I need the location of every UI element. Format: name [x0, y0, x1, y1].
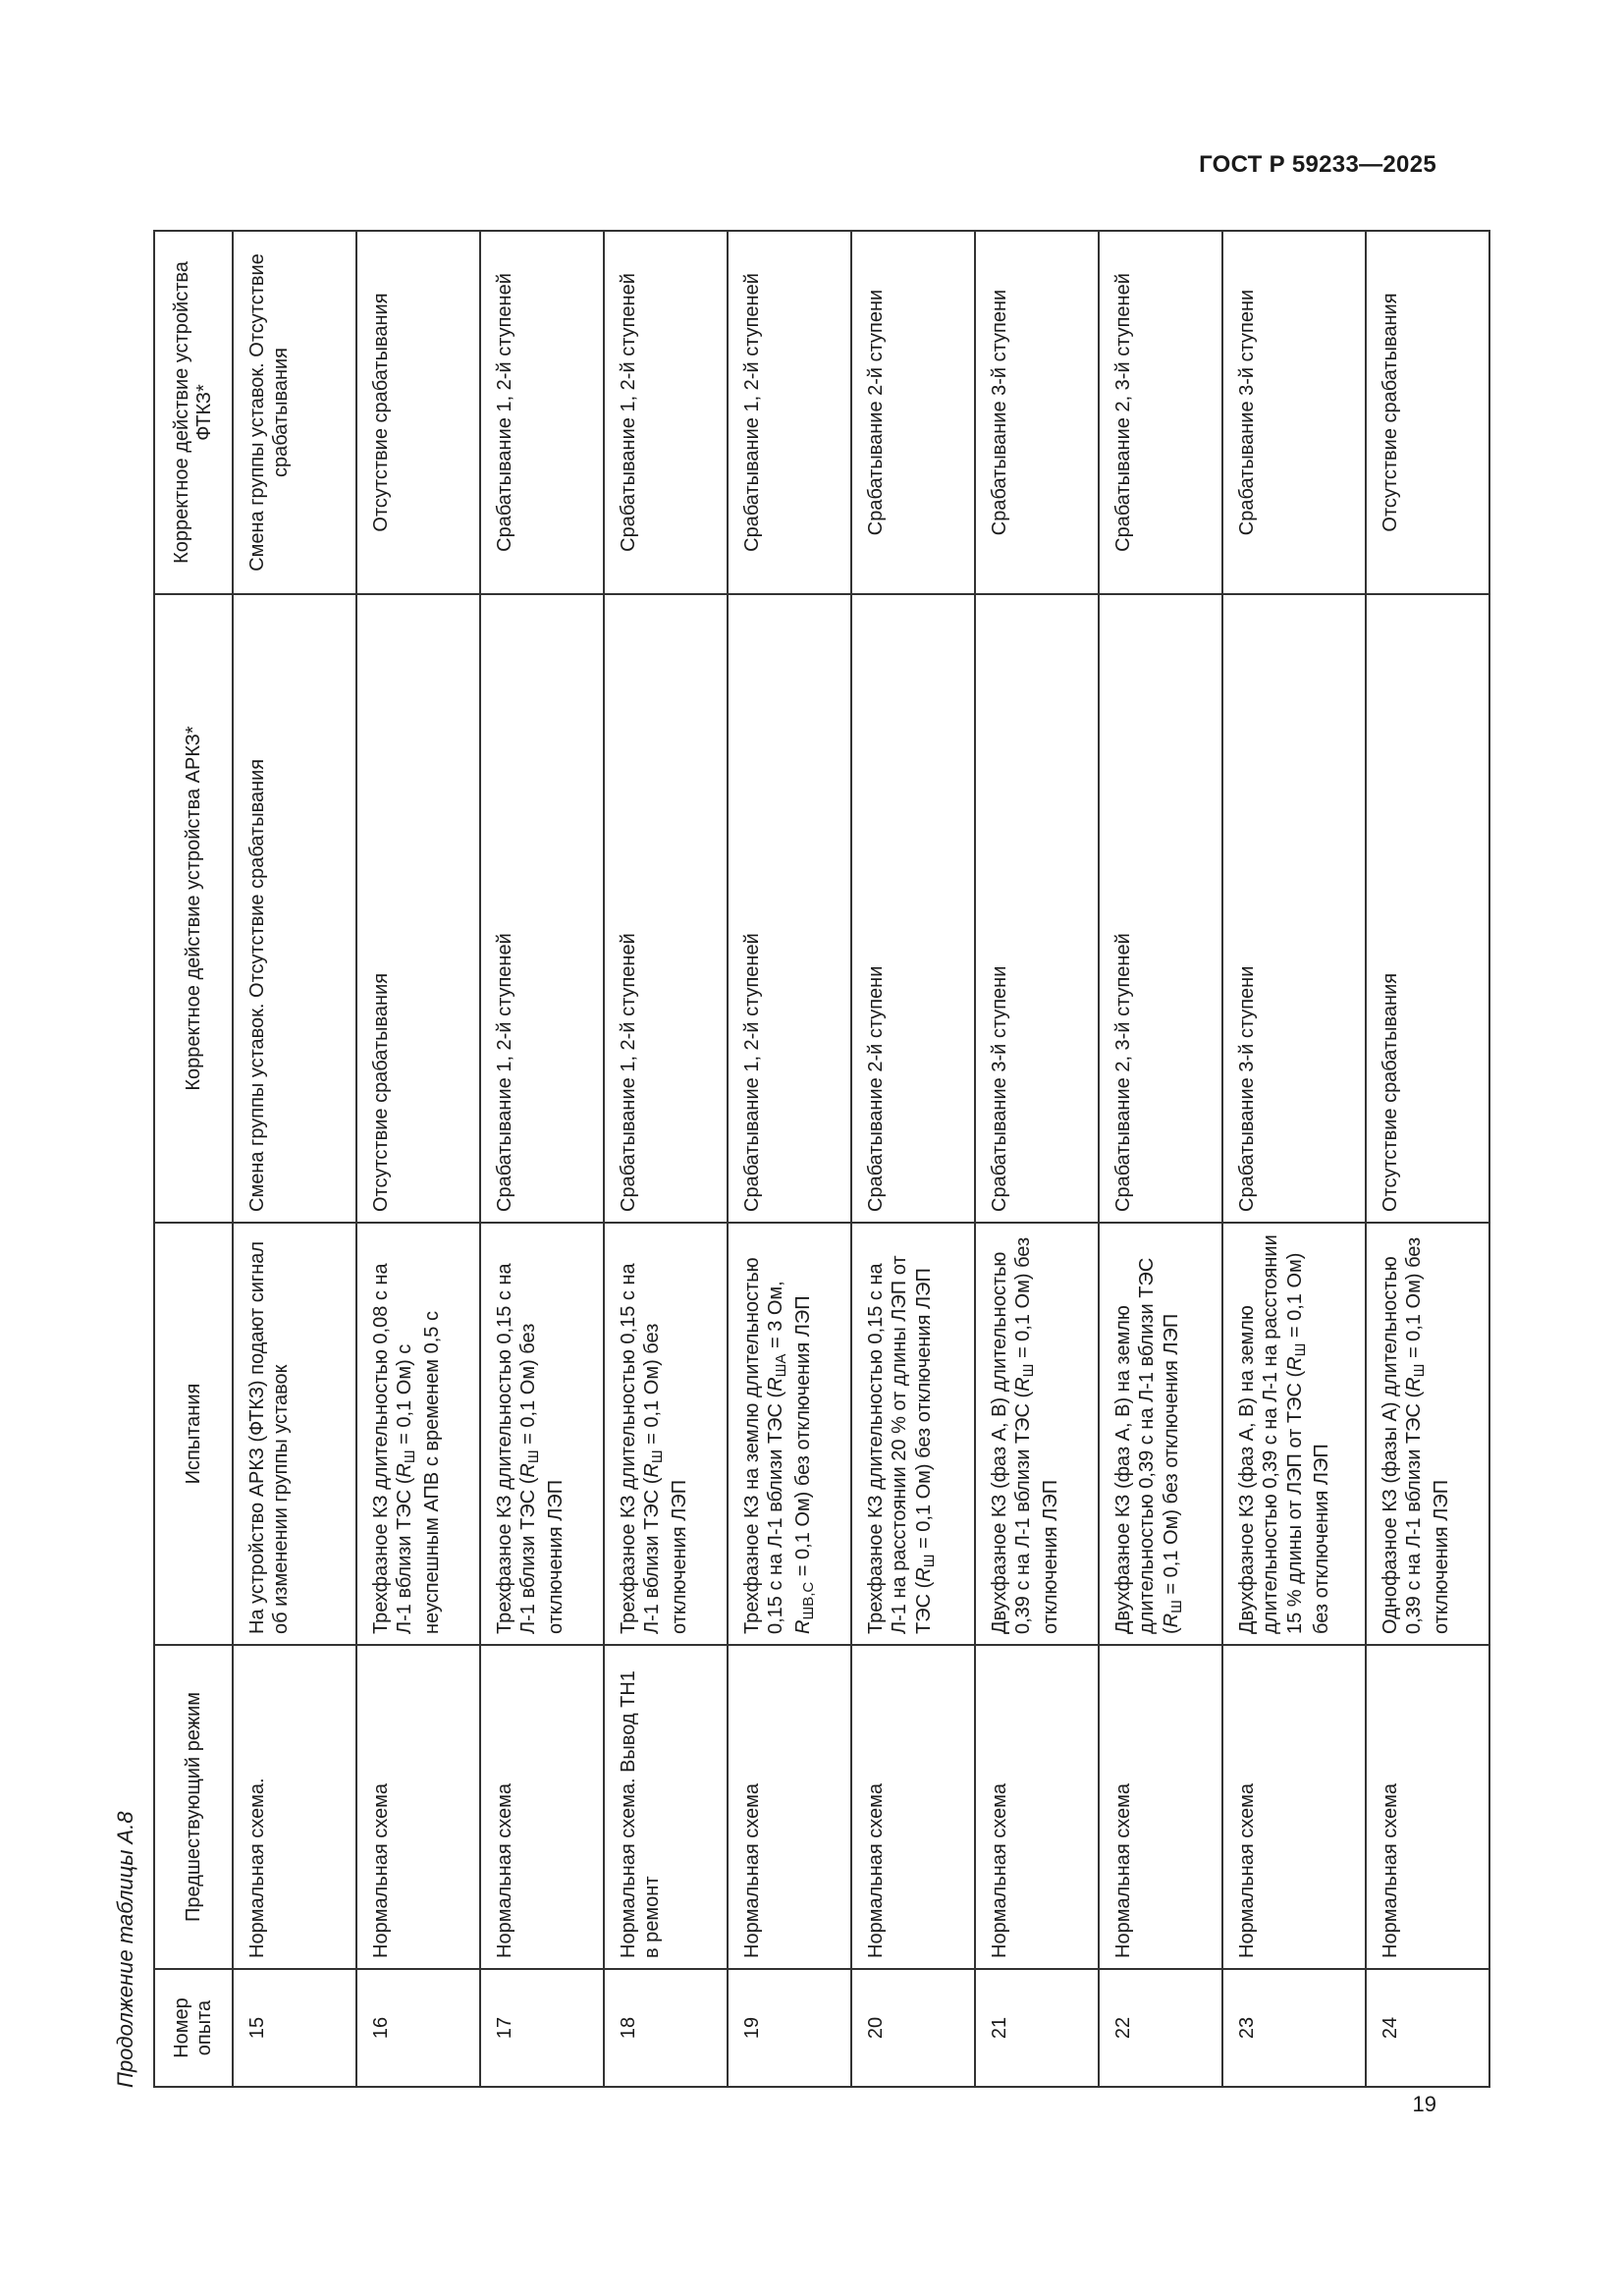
cell-num: 15	[233, 1969, 356, 2087]
cell-arkz: Смена группы уставок. Отсутствие срабатывания	[233, 594, 356, 1223]
table-header-row	[154, 231, 233, 2087]
cell-num: 17	[480, 1969, 604, 2087]
cell-ftkz: Срабатывание 3-й ступени	[1222, 231, 1366, 594]
col-header-arkz: Корректное действие устройства АРКЗ*	[154, 594, 233, 1223]
cell-arkz: Срабатывание 3-й ступени	[975, 594, 1099, 1223]
cell-num: 22	[1099, 1969, 1222, 2087]
cell-num: 24	[1366, 1969, 1489, 2087]
col-header-num: Номер опыта	[154, 1969, 233, 2087]
cell-mode: Нормальная схема	[1222, 1645, 1366, 1969]
col-header-mode: Предшествующий режим	[154, 1645, 233, 1969]
cell-arkz: Срабатывание 2-й ступени	[851, 594, 975, 1223]
document-code: ГОСТ Р 59233—2025	[1199, 151, 1436, 178]
col-header-ftkz: Корректное действие устройства ФТКЗ*	[154, 231, 233, 594]
cell-test: Однофазное КЗ (фазы А) длительностью 0,39 с на Л-1 вблизи ТЭС ($R_Ш = 0,1$ Ом) без отключения ЛЭП	[1366, 1223, 1489, 1645]
cell-num: 18	[604, 1969, 728, 2087]
table-row	[480, 231, 604, 2087]
cell-arkz: Срабатывание 3-й ступени	[1222, 594, 1366, 1223]
cell-arkz: Срабатывание 1, 2-й ступеней	[604, 594, 728, 1223]
cell-mode: Нормальная схема	[480, 1645, 604, 1969]
table-row	[604, 231, 728, 2087]
cell-arkz: Срабатывание 1, 2-й ступеней	[728, 594, 851, 1223]
cell-mode: Нормальная схема	[356, 1645, 480, 1969]
test-table	[153, 230, 1490, 2088]
cell-mode: Нормальная схема.	[233, 1645, 356, 1969]
table-row	[1099, 231, 1222, 2087]
col-header-test: Испытания	[154, 1223, 233, 1645]
cell-ftkz: Срабатывание 1, 2-й ступеней	[480, 231, 604, 594]
cell-ftkz: Отсутствие срабатывания	[356, 231, 480, 594]
table-caption: Продолжение таблицы А.8	[113, 1811, 137, 2088]
cell-ftkz: Отсутствие срабатывания	[1366, 231, 1489, 594]
cell-mode: Нормальная схема	[1099, 1645, 1222, 1969]
cell-test: Трехфазное КЗ длительностью 0,15 с на Л-1 вблизи ТЭС ($R_Ш = 0,1$ Ом) без отключения ЛЭП	[604, 1223, 728, 1645]
rotated-table-block	[106, 232, 1452, 2088]
cell-num: 20	[851, 1969, 975, 2087]
cell-num: 16	[356, 1969, 480, 2087]
table-row	[233, 231, 356, 2087]
cell-test: Двухфазное КЗ (фаз А, В) на землю длительностью 0,39 с на Л-1 вблизи ТЭС ($R_Ш = 0,1$ Ом) без отключения ЛЭП	[1099, 1223, 1222, 1645]
cell-ftkz: Срабатывание 3-й ступени	[975, 231, 1099, 594]
table-row	[356, 231, 480, 2087]
cell-ftkz: Срабатывание 2, 3-й ступеней	[1099, 231, 1222, 594]
cell-mode: Нормальная схема	[728, 1645, 851, 1969]
cell-mode: Нормальная схема	[851, 1645, 975, 1969]
cell-num: 19	[728, 1969, 851, 2087]
cell-ftkz: Срабатывание 1, 2-й ступеней	[728, 231, 851, 594]
cell-ftkz: Смена группы уставок. Отсутствие срабатывания	[233, 231, 356, 594]
cell-ftkz: Срабатывание 2-й ступени	[851, 231, 975, 594]
table-row	[1222, 231, 1366, 2087]
cell-arkz: Срабатывание 1, 2-й ступеней	[480, 594, 604, 1223]
cell-test: Трехфазное КЗ длительностью 0,15 с на Л-1 вблизи ТЭС ($R_Ш = 0,1$ Ом) без отключения ЛЭП	[480, 1223, 604, 1645]
cell-num: 23	[1222, 1969, 1366, 2087]
cell-mode: Нормальная схема	[975, 1645, 1099, 1969]
page-number: 19	[1412, 2092, 1436, 2116]
cell-mode: Нормальная схема	[1366, 1645, 1489, 1969]
cell-test: Трехфазное КЗ длительностью 0,15 с на Л-1 на расстоянии 20 % от длины ЛЭП от ТЭС ($R_Ш = 0,1$ Ом) без отключения ЛЭП	[851, 1223, 975, 1645]
cell-arkz: Срабатывание 2, 3-й ступеней	[1099, 594, 1222, 1223]
table-row	[975, 231, 1099, 2087]
cell-test: Трехфазное КЗ длительностью 0,08 с на Л-1 вблизи ТЭС ($R_Ш = 0,1$ Ом) с неуспешным АПВ с временем 0,5 с	[356, 1223, 480, 1645]
cell-arkz: Отсутствие срабатывания	[356, 594, 480, 1223]
cell-test: Двухфазное КЗ (фаз А, В) на землю длительностью 0,39 с на Л-1 на расстоянии 15 % длины от ЛЭП от ТЭС ($R_Ш = 0,1$ Ом) без отключения ЛЭП	[1222, 1223, 1366, 1645]
cell-test: Двухфазное КЗ (фаз А, В) длительностью 0,39 с на Л-1 вблизи ТЭС ($R_Ш = 0,1$ Ом) без отключения ЛЭП	[975, 1223, 1099, 1645]
cell-mode: Нормальная схема. Вывод ТН1 в ремонт	[604, 1645, 728, 1969]
cell-num: 21	[975, 1969, 1099, 2087]
cell-test: Трехфазное КЗ на землю длительностью 0,15 с на Л-1 вблизи ТЭС ($R_{ША} = 3$ Ом, $R_{ШВ,С} = 0,1$ Ом) без отключения ЛЭП	[728, 1223, 851, 1645]
cell-test: На устройство АРКЗ (ФТКЗ) подают сигнал об изменении группы уставок	[233, 1223, 356, 1645]
table-row	[851, 231, 975, 2087]
table-row	[728, 231, 851, 2087]
cell-arkz: Отсутствие срабатывания	[1366, 594, 1489, 1223]
table-row	[1366, 231, 1489, 2087]
cell-ftkz: Срабатывание 1, 2-й ступеней	[604, 231, 728, 594]
